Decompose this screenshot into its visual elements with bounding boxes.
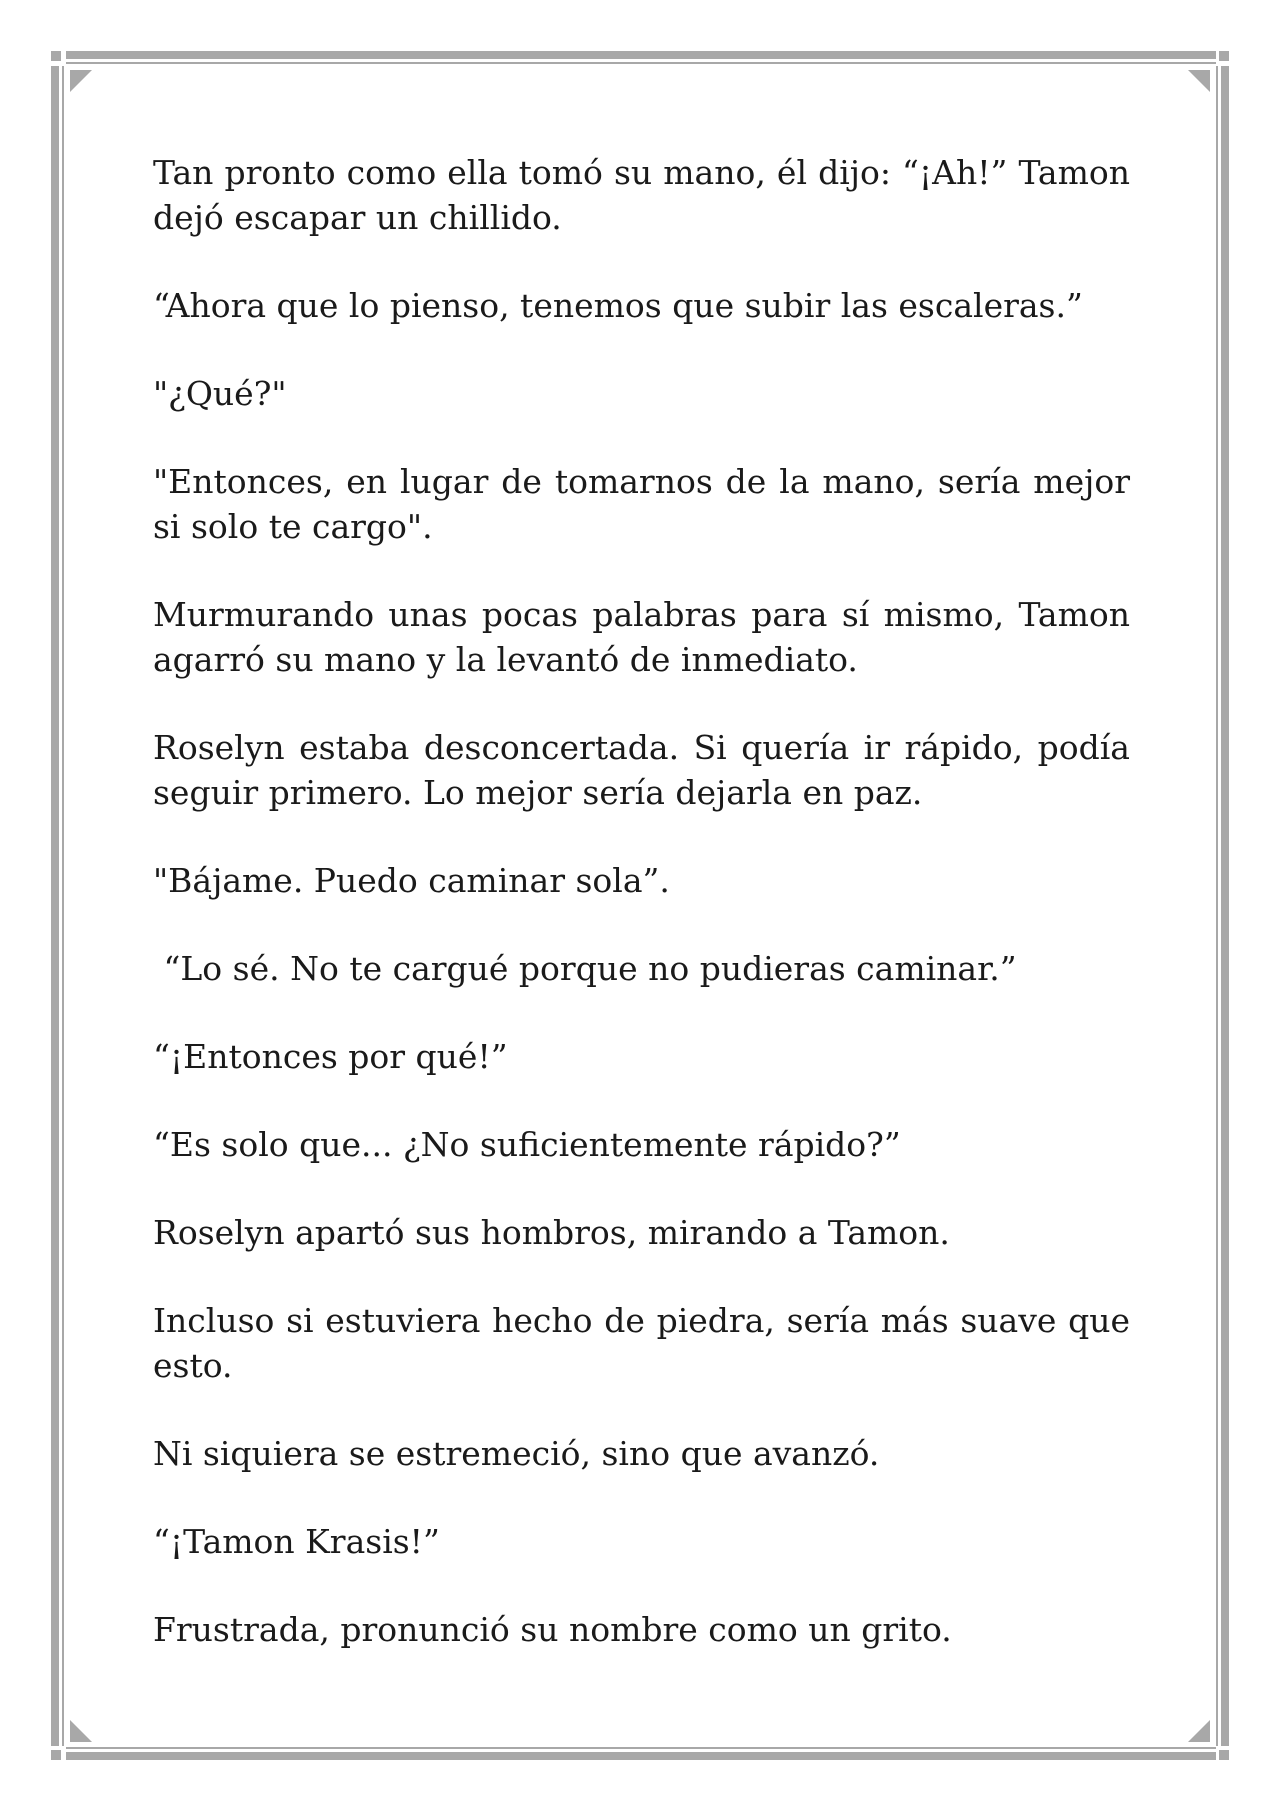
paragraph: Tan pronto como ella tomó su mano, él dijo: “¡Ah!” Tamon dejó escapar un chillido. [153,153,1130,237]
paragraph: “Es solo que... ¿No suficientemente rápido?” [153,1125,901,1164]
paragraph: "Entonces, en lugar de tomarnos de la mano, sería mejor si solo te cargo". [153,462,1130,546]
paragraph: "Bájame. Puedo caminar sola”. [153,861,670,900]
paragraph: Frustrada, pronunció su nombre como un grito. [153,1610,952,1649]
paragraph: “¡Entonces por qué!” [153,1037,508,1076]
paragraph: "¿Qué?" [153,374,287,413]
paragraph: “Lo sé. No te cargué porque no pudieras caminar.” [153,949,1017,988]
paragraph: “Ahora que lo pienso, tenemos que subir las escaleras.” [153,286,1083,325]
paragraph: Roselyn estaba desconcertada. Si quería ir rápido, podía seguir primero. Lo mejor sería dejarla en paz. [153,728,1130,812]
document-body [153,150,1130,1652]
paragraph: “¡Tamon Krasis!” [153,1522,440,1561]
paragraph: Ni siquiera se estremeció, sino que avanzó. [153,1434,880,1473]
paragraph: Incluso si estuviera hecho de piedra, sería más suave que esto. [153,1301,1130,1385]
paragraph: Murmurando unas pocas palabras para sí mismo, Tamon agarró su mano y la levantó de inmediato. [153,595,1130,679]
paragraph: Roselyn apartó sus hombros, mirando a Tamon. [153,1213,950,1252]
